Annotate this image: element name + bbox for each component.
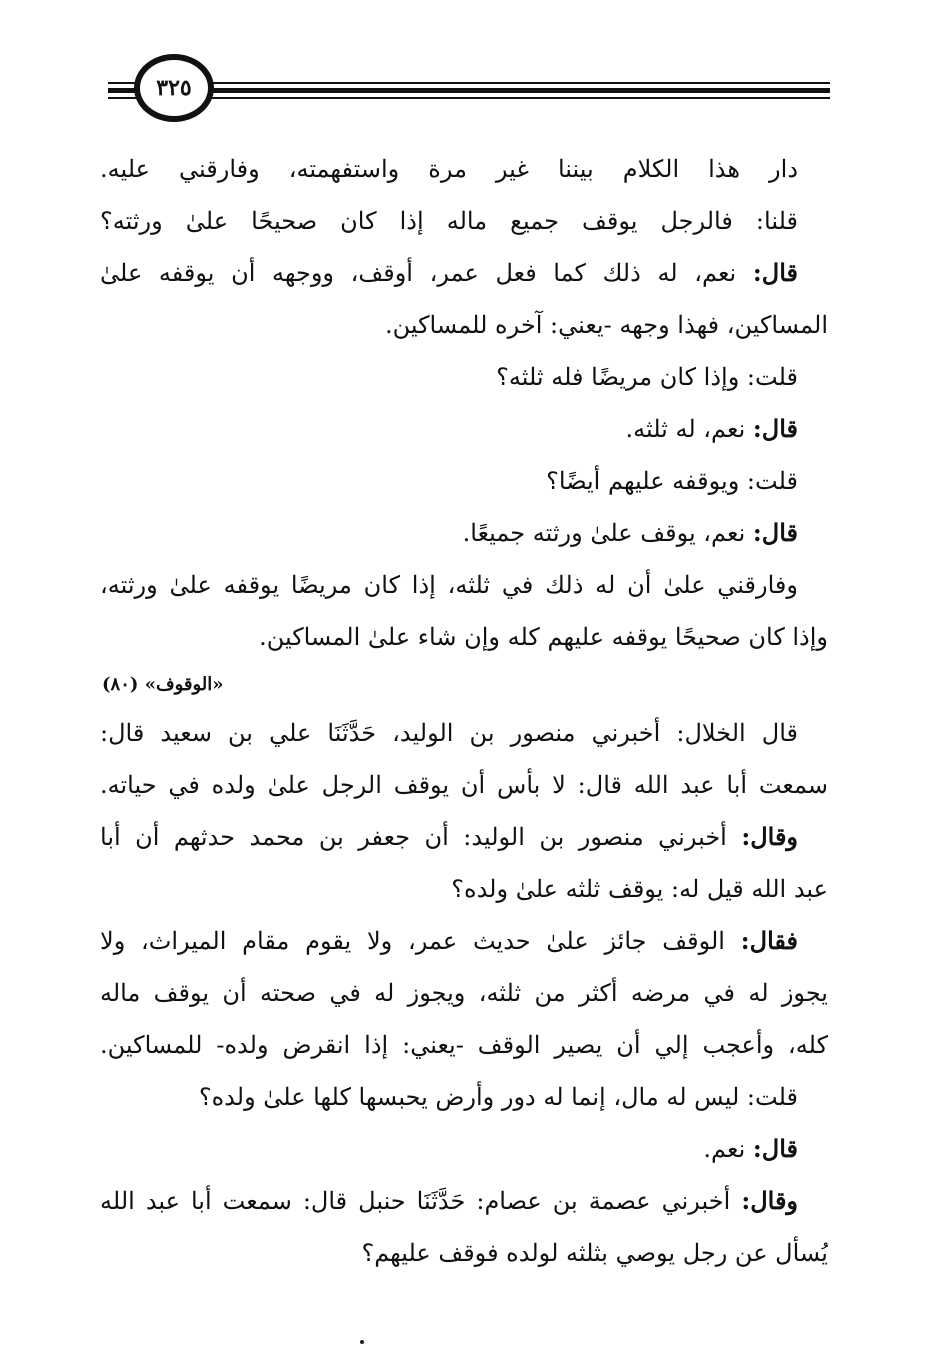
text-line: كله، وأعجب إلي أن يصير الوقف -يعني: إذا انقرض ولده- للمساكين. [100, 1031, 828, 1059]
text-line: عبد الله قيل له: يوقف ثلثه علىٰ ولده؟ [451, 875, 828, 903]
speaker-label: قال: [752, 1134, 798, 1163]
speaker-label: وقال: [741, 1186, 798, 1215]
text-line: سمعت أبا عبد الله قال: لا بأس أن يوقف الرجل علىٰ ولده في حياته. [100, 771, 828, 799]
text-line: وقال: أخبرني عصمة بن عصام: حَدَّثَنَا حنبل قال: سمعت أبا عبد الله [100, 1186, 798, 1215]
speaker-label: قال: [752, 258, 798, 287]
text-line: وإذا كان صحيحًا يوقفه عليهم كله وإن شاء علىٰ المساكين. [259, 623, 828, 651]
header-rule [108, 82, 830, 84]
text-line: يجوز له في مرضه أكثر من ثلثه، ويجوز له في صحته أن يوقف ماله [100, 979, 828, 1007]
speaker-label: قال: [752, 414, 798, 443]
text-line: قال: نعم، يوقف علىٰ ورثته جميعًا. [462, 518, 798, 547]
text-line: قال: نعم، له ذلك كما فعل عمر، أوقف، ووجهه أن يوقفه علىٰ [100, 258, 798, 287]
text-line: المساكين، فهذا وجهه -يعني: آخره للمساكين. [384, 311, 828, 339]
header-rule [108, 88, 830, 93]
footer-dot [360, 1340, 364, 1344]
speaker-label: وقال: [741, 822, 798, 851]
section-number: (٨٠) [102, 674, 139, 695]
speaker-label: قال: [752, 518, 798, 547]
text-line: دار هذا الكلام بيننا غير مرة واستفهمته، وفارقني عليه. [100, 155, 798, 183]
section-title: «الوقوف» [144, 674, 224, 695]
text-line: قال الخلال: أخبرني منصور بن الوليد، حَدَّثَنَا علي بن سعيد قال: [100, 719, 798, 747]
text-line: يُسأل عن رجل يوصي بثلثه لولده فوقف عليهم؟ [361, 1239, 828, 1267]
text-line: قال: نعم، له ثلثه. [625, 414, 798, 443]
text-line: قلنا: فالرجل يوقف جميع ماله إذا كان صحيحًا علىٰ ورثته؟ [100, 207, 798, 235]
text-line: قلت: ويوقفه عليهم أيضًا؟ [546, 467, 798, 495]
page-body [100, 143, 828, 1279]
text-line: وقال: أخبرني منصور بن الوليد: أن جعفر بن محمد حدثهم أن أبا [100, 822, 798, 851]
page-number-badge [134, 54, 214, 122]
text-line: وفارقني علىٰ أن له ذلك في ثلثه، إذا كان مريضًا يوقفه علىٰ ورثته، [100, 571, 798, 599]
header-rule [108, 97, 830, 99]
text-line: قلت: وإذا كان مريضًا فله ثلثه؟ [496, 363, 798, 391]
speaker-label: فقال: [740, 926, 798, 955]
page-header [0, 0, 943, 130]
text-line: قال: نعم. [703, 1134, 798, 1163]
page-number: ٣٢٥ [156, 75, 192, 101]
text-line: فقال: الوقف جائز علىٰ حديث عمر، ولا يقوم مقام الميراث، ولا [100, 926, 798, 955]
section-heading [100, 663, 828, 707]
text-line: قلت: ليس له مال، إنما له دور وأرض يحبسها كلها علىٰ ولده؟ [198, 1083, 798, 1111]
